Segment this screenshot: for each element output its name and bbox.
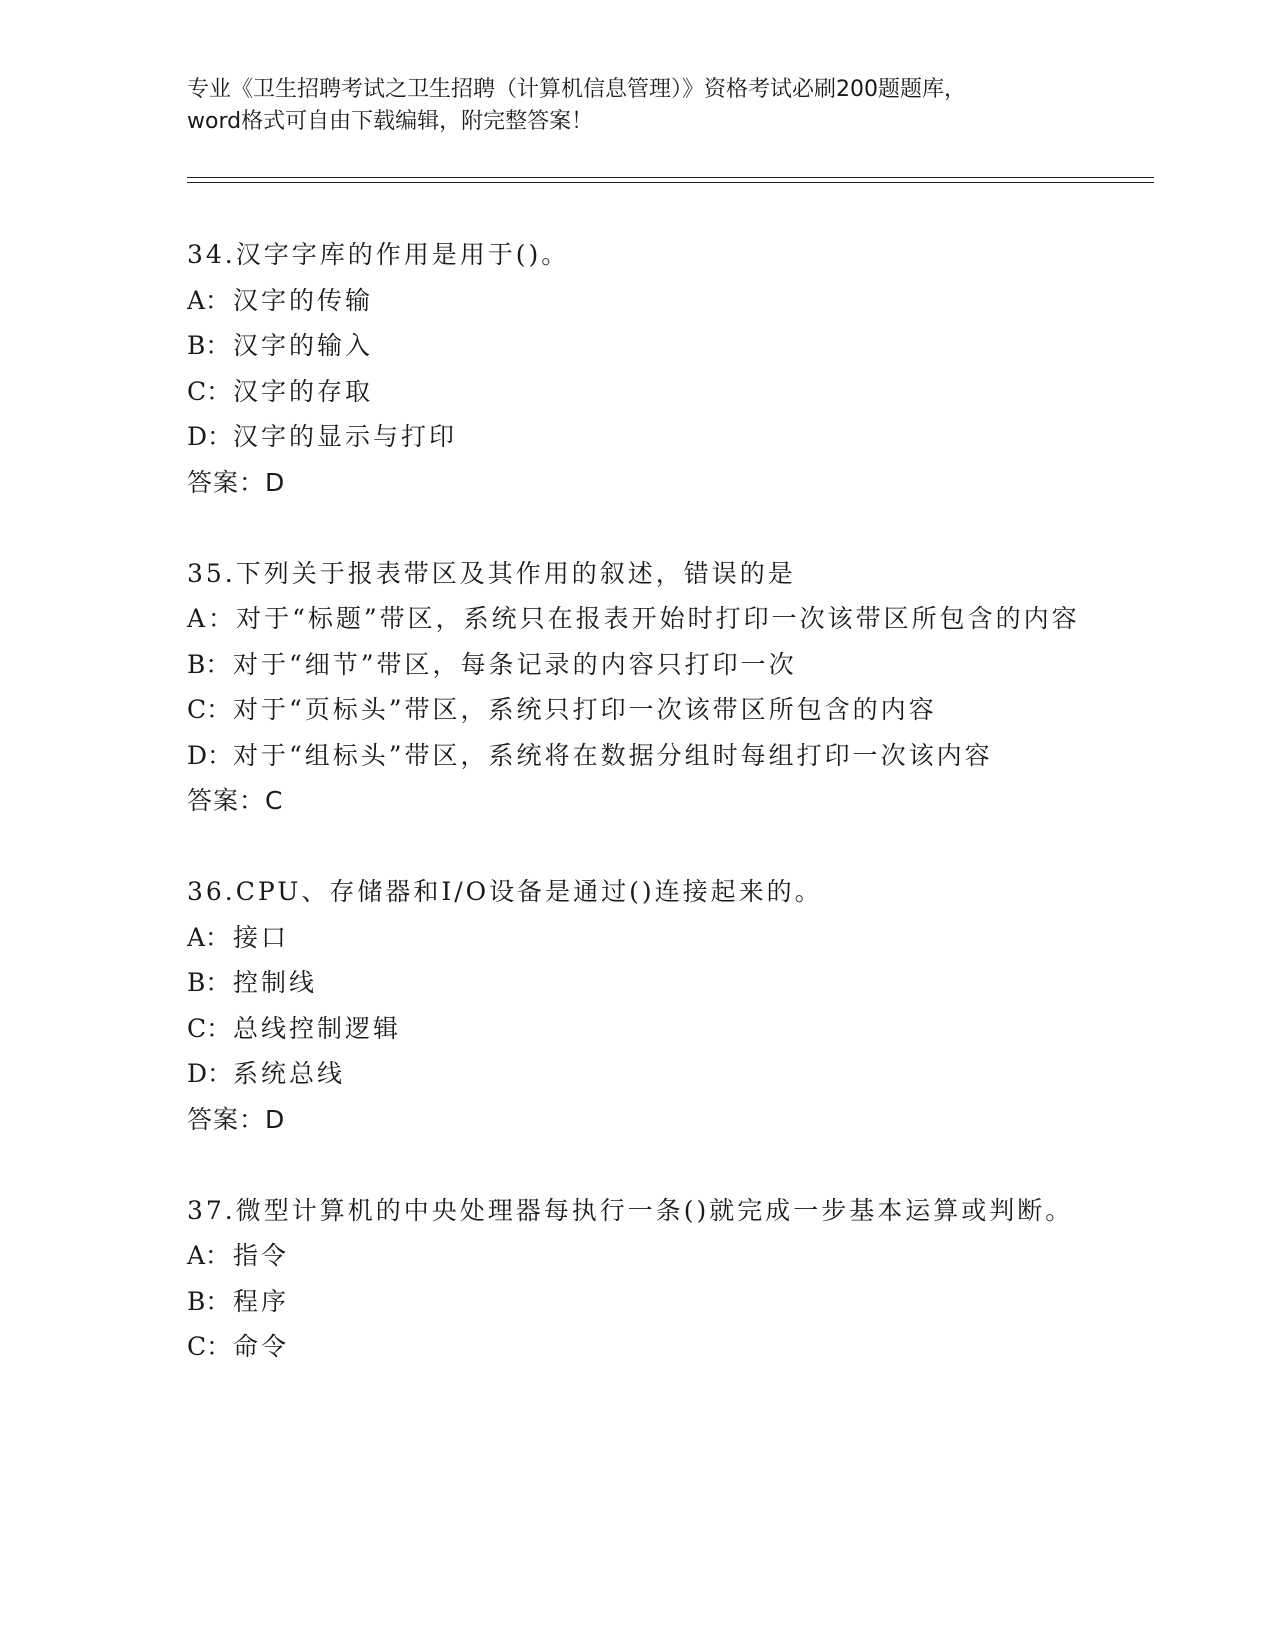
option-label: C： xyxy=(187,1013,232,1043)
option-text: 汉字的存取 xyxy=(233,376,374,406)
question-text: 34.汉字字库的作用是用于()。 xyxy=(187,240,570,269)
option-b xyxy=(187,960,1087,1006)
option-text: 汉字的显示与打印 xyxy=(233,422,458,451)
header-divider-bottom xyxy=(187,182,1154,183)
option-text: 对于“组标头”带区，系统将在数据分组时每组打印一次该内容 xyxy=(233,740,993,770)
question-list xyxy=(187,232,1087,1415)
option-text: 控制线 xyxy=(233,968,318,997)
option-d xyxy=(187,414,1087,460)
option-text: 对于“标题”带区，系统只在报表开始时打印一次该带区所包含的内容 xyxy=(236,604,1080,633)
question-36 xyxy=(187,869,1087,1142)
option-text: 接口 xyxy=(233,922,290,952)
option-a xyxy=(187,596,1087,642)
option-label: D： xyxy=(187,740,233,770)
option-b xyxy=(187,323,1087,369)
option-a xyxy=(187,1233,1087,1279)
option-label: A： xyxy=(187,285,231,315)
answer-line: 答案：D xyxy=(187,1104,286,1134)
option-c xyxy=(187,687,1087,733)
option-label: C： xyxy=(187,376,232,406)
option-label: B： xyxy=(187,1286,231,1316)
option-text: 程序 xyxy=(233,1286,290,1316)
option-label: A： xyxy=(187,1241,231,1270)
option-d xyxy=(187,1051,1087,1097)
option-label: A： xyxy=(187,922,231,952)
option-label: B： xyxy=(187,649,231,679)
answer-line: 答案：D xyxy=(187,467,286,497)
option-label: B： xyxy=(187,331,231,360)
option-text: 指令 xyxy=(233,1241,290,1270)
option-c xyxy=(187,1006,1087,1052)
option-label: D： xyxy=(187,1059,233,1088)
option-text: 系统总线 xyxy=(233,1059,346,1088)
header-divider-top xyxy=(187,177,1154,178)
option-c xyxy=(187,1324,1087,1370)
option-text: 对于“页标头”带区，系统只打印一次该带区所包含的内容 xyxy=(233,695,937,724)
option-text: 总线控制逻辑 xyxy=(233,1013,402,1043)
option-b xyxy=(187,1279,1087,1325)
question-34 xyxy=(187,232,1087,505)
option-label: D： xyxy=(187,422,233,451)
question-text: 37.微型计算机的中央处理器每执行一条()就完成一步基本运算或判断。 xyxy=(187,1195,1074,1225)
question-text: 35.下列关于报表带区及其作用的叙述，错误的是 xyxy=(187,558,796,588)
option-text: 命令 xyxy=(233,1332,290,1361)
option-a xyxy=(187,278,1087,324)
answer-line: 答案：C xyxy=(187,786,284,815)
option-d xyxy=(187,733,1087,779)
option-label: B： xyxy=(187,968,231,997)
question-text: 36.CPU、存储器和I/O设备是通过()连接起来的。 xyxy=(187,877,823,906)
question-37 xyxy=(187,1188,1087,1370)
option-text: 汉字的传输 xyxy=(233,285,374,315)
header-line-1: 专业《卫生招聘考试之卫生招聘（计算机信息管理）》资格考试必刷200题题库， xyxy=(187,77,966,102)
question-35 xyxy=(187,551,1087,824)
header-line-2: word格式可自由下载编辑，附完整答案！ xyxy=(187,109,594,134)
document-header xyxy=(187,74,1087,138)
option-label: C： xyxy=(187,1332,232,1361)
option-c xyxy=(187,369,1087,415)
option-text: 汉字的输入 xyxy=(233,331,374,360)
option-a xyxy=(187,915,1087,961)
option-b xyxy=(187,642,1087,688)
option-text: 对于“细节”带区，每条记录的内容只打印一次 xyxy=(233,649,797,679)
option-label: C： xyxy=(187,695,232,724)
option-label: A： xyxy=(187,604,237,633)
